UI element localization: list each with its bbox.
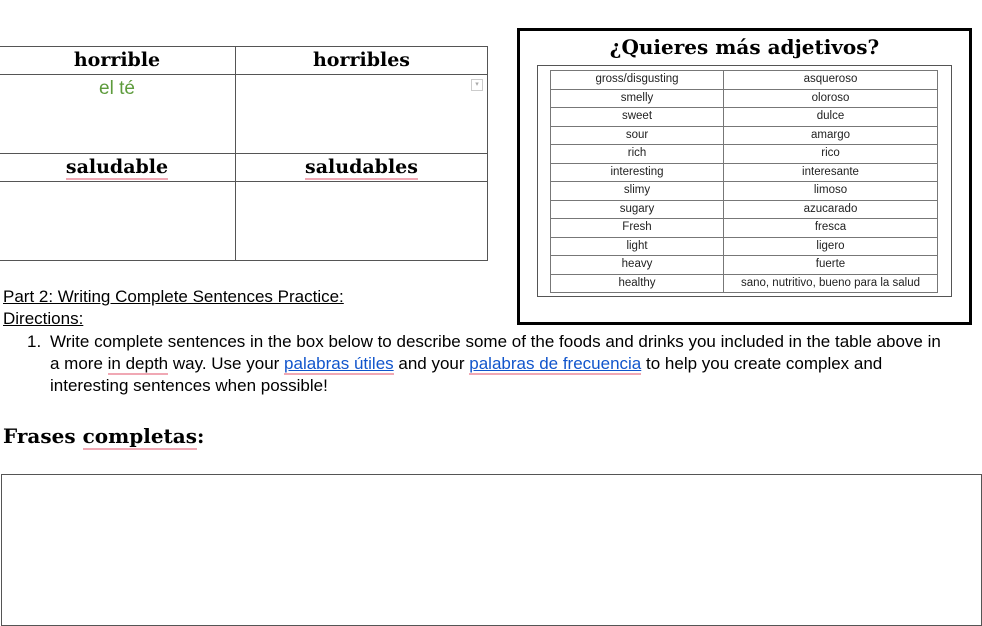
instruction-line-3: interesting sentences when possible! [50, 376, 328, 395]
text: completas [82, 424, 198, 448]
adjective-row [551, 163, 938, 182]
instruction-line-2 [50, 353, 882, 375]
directions-label: Directions: [3, 309, 84, 328]
adjective-row [551, 219, 938, 238]
dropdown-arrow-icon[interactable]: ▾ [471, 79, 483, 91]
frases-heading [3, 424, 204, 448]
adjectives-box [517, 28, 972, 325]
adjectives-title: ¿Quieres más adjetivos? [609, 35, 880, 59]
cell-empty[interactable] [0, 182, 236, 261]
adjective-english: slimy [551, 182, 724, 201]
adjectives-table [550, 70, 938, 293]
text: way. Use your [168, 354, 285, 373]
adjective-row [551, 256, 938, 275]
adjective-spanish: rico [724, 145, 938, 164]
cell-text: horribles [312, 49, 410, 71]
adjective-row [551, 145, 938, 164]
part2-heading: Part 2: Writing Complete Sentences Practice: [3, 287, 344, 306]
answer-box[interactable] [1, 474, 982, 626]
adjective-spanish: fuerte [724, 256, 938, 275]
palabras-de-frecuencia-link[interactable]: palabras de frecuencia [469, 354, 642, 373]
cell-saludable[interactable] [0, 154, 236, 182]
cell-text: saludables [305, 156, 418, 178]
adjective-row [551, 108, 938, 127]
adjective-spanish: dulce [724, 108, 938, 127]
adjective-english: interesting [551, 163, 724, 182]
adjective-english: light [551, 237, 724, 256]
text: and your [393, 354, 470, 373]
adjective-english: sour [551, 126, 724, 145]
text: : [197, 424, 205, 448]
adjective-row [551, 274, 938, 293]
adjective-english: rich [551, 145, 724, 164]
cell-text: el té [99, 78, 135, 99]
adjective-english: smelly [551, 89, 724, 108]
cell-horribles[interactable] [236, 47, 488, 75]
adjective-row [551, 71, 938, 90]
cell-saludables[interactable] [236, 154, 488, 182]
cell-empty[interactable] [236, 182, 488, 261]
adjective-spanish: fresca [724, 219, 938, 238]
adjective-spanish: ligero [724, 237, 938, 256]
cell-text: horrible [73, 49, 161, 71]
adjectives-image [537, 65, 952, 297]
adjective-english: sugary [551, 200, 724, 219]
adjective-row [551, 200, 938, 219]
list-number: 1. [27, 332, 42, 351]
cell-horrible[interactable] [0, 47, 236, 75]
text: a more [50, 354, 108, 373]
adjective-spanish: interesante [724, 163, 938, 182]
adjective-row [551, 237, 938, 256]
adjective-english: heavy [551, 256, 724, 275]
instruction-line-1: Write complete sentences in the box below to describe some of the foods and drinks you included in the table above in [50, 332, 941, 351]
adjective-spanish: oloroso [724, 89, 938, 108]
left-table [0, 46, 488, 261]
adjective-spanish: asqueroso [724, 71, 938, 90]
adjective-spanish: azucarado [724, 200, 938, 219]
adjective-row [551, 89, 938, 108]
text: Frases [3, 424, 83, 448]
adjective-english: gross/disgusting [551, 71, 724, 90]
adjective-spanish: sano, nutritivo, bueno para la salud [724, 274, 938, 293]
text: to help you create complex and [641, 354, 883, 373]
adjective-row [551, 126, 938, 145]
adjective-row [551, 182, 938, 201]
adjective-english: sweet [551, 108, 724, 127]
cell-text: saludable [65, 156, 169, 178]
text: in depth [107, 354, 169, 373]
cell-empty[interactable] [236, 75, 488, 154]
adjective-spanish: limoso [724, 182, 938, 201]
cell-el-te[interactable] [0, 75, 236, 154]
palabras-utiles-link[interactable]: palabras útiles [284, 354, 394, 373]
adjective-english: healthy [551, 274, 724, 293]
adjective-spanish: amargo [724, 126, 938, 145]
adjective-english: Fresh [551, 219, 724, 238]
